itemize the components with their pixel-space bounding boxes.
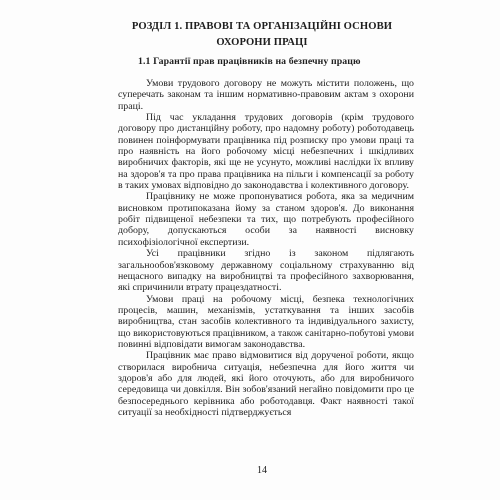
paragraph: Умови праці на робочому місці, безпека технологічних процесів, машин, механізмів, устаткування та інших засобів виробництва, стан засобів колективного та індивідуального захисту, що використовуються працівником, а також санітарно-побутові умови повинні відповідати вимогам законодавства. [118, 293, 414, 350]
paragraph: Під час укладання трудових договорів (крім трудового договору про дистанційну роботу, про надомну роботу) роботодавець повинен поінформувати працівника під розписку про умови праці та про наявність на його робочому місці небезпечних і шкідливих виробничих факторів, які ще не усунуто, можливі наслідки їх впливу на здоров'я та про права працівника на пільги і компенсації за роботу в таких умовах відповідно до законодавства і колективного договору. [118, 112, 414, 192]
chapter-title-line-1: РОЗДІЛ 1. ПРАВОВІ ТА ОРГАНІЗАЦІЙНІ ОСНОВИ [131, 21, 393, 32]
paragraph: Працівнику не може пропонуватися робота, яка за медичним висновком протипоказана йому за станом здоров'я. До виконання робіт підвищеної небезпеки та тих, що потребують професійного добору, допускаються особи за наявності висновку психофізіологічної експертизи. [118, 191, 414, 248]
body-text [118, 78, 414, 418]
page-number: 14 [257, 465, 267, 476]
chapter-title-line-2: ОХОРОНИ ПРАЦІ [216, 37, 308, 48]
chapter-title [112, 19, 412, 51]
paragraph: Умови трудового договору не можуть містити положень, що суперечать законам та іншим нормативно-правовим актам з охорони праці. [118, 78, 414, 112]
section-title: 1.1 Гарантії прав працівників на безпечну працю [138, 56, 361, 67]
paragraph: Працівник має право відмовитися від дорученої роботи, якщо створилася виробнича ситуація, небезпечна для його життя чи здоров'я або для людей, які його оточують, або для виробничого середовища чи довкілля. Він зобов'язаний негайно повідомити про це безпосереднього керівника або роботодавця. Факт наявності такої ситуації за необхідності підтверджується [118, 350, 414, 418]
paragraph: Усі працівники згідно із законом підлягають загальнообов'язковому державному соціальному страхуванню від нещасного випадку на виробництві та професійного захворювання, які спричинили втрату працездатності. [118, 248, 414, 294]
